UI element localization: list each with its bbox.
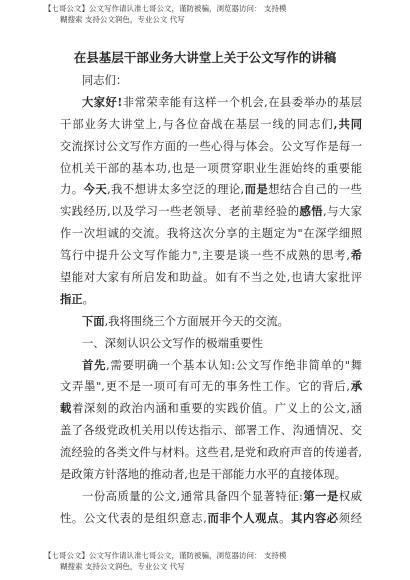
text: 权威 — [338, 489, 362, 503]
bold-text: 感悟 — [299, 204, 324, 219]
bold-text: 今天 — [83, 182, 108, 197]
header-line-1: 【七哥公文】公文写作请认准七哥公文，谨防被骗，浏览器访问： 支持模 — [44, 4, 287, 13]
footer-line-1: 【七哥公文】公文写作请认准七哥公文，谨防被骗，浏览器访问： 支持模 — [44, 551, 287, 560]
paragraph-1-line-7: 作一次坦诚的交流。我将这次分享的主题定为"在深学细照 — [60, 227, 362, 241]
bold-text: 首先 — [82, 357, 107, 372]
text: 一份高质量的公文,通常具备四个显著特征: — [82, 489, 303, 503]
text: 力。 — [60, 183, 84, 197]
text: ,我不想讲太多空泛的理论, — [107, 183, 245, 197]
paragraph-1-line-2 — [60, 114, 362, 136]
paragraph-1-line-8 — [60, 245, 362, 267]
section-heading-1: 一、深刻认识公文写作的极端重要性 — [82, 336, 263, 350]
paragraph-3-line-4: 盖了各级党政机关用以传达指示、部署工作、沟通情况、交 — [60, 424, 362, 438]
paragraph-3-line-6: 是政策方针落地的推动者,也是干部能力水平的直接体现。 — [60, 468, 347, 482]
footer-line-2: 糊搜索 支持公文润色，专业公文 代写 — [60, 562, 185, 571]
text: 须经 — [338, 511, 362, 525]
paragraph-2 — [60, 311, 362, 333]
text: ,我将围绕三个方面展开今天的交流。 — [104, 314, 289, 328]
paragraph-4-line-1 — [60, 486, 362, 508]
document-title: 在县基层干部业务大讲堂上关于公文写作的讲稿 — [73, 50, 337, 65]
paragraph-4-line-2 — [60, 508, 362, 530]
text: 笃行中提升公文写作能力",主要是谈一些不成熟的思考, — [60, 249, 350, 263]
paragraph-1-line-9: 望能对大家有所启发和助益。如有不当之处,也请大家批评 — [60, 271, 362, 285]
bold-text: 载 — [60, 401, 72, 416]
bold-text: 而非个人观点 — [206, 510, 280, 525]
bold-text: ,共同 — [333, 116, 362, 131]
text: ,与大家 — [323, 205, 362, 219]
text: 着深刻的政治内涵和重要的实践价值。广义上的公文,涵 — [71, 402, 362, 416]
bold-text: 其内容必 — [291, 510, 339, 525]
bold-text: 而是 — [244, 182, 269, 197]
bold-text: 承 — [349, 379, 362, 394]
text: 文弄墨",更不是一项可有可无的事务性工作。它的背后, — [60, 380, 350, 394]
bold-text: 希 — [349, 248, 362, 263]
bold-text: 大家好! — [82, 94, 123, 109]
bold-text: 下面 — [82, 313, 105, 328]
paragraph-1-line-6 — [60, 201, 362, 223]
text: 。 — [279, 511, 291, 525]
paragraph-1-line-10 — [60, 289, 362, 311]
text: 想结合自己的一些 — [268, 183, 362, 197]
text: 性。公文代表的是组织意志, — [60, 511, 207, 525]
paragraph-1-line-5 — [60, 179, 362, 201]
header-line-2: 糊搜索 支持公文润色，专业公文 代写 — [60, 15, 185, 24]
paragraph-3-line-5: 流经验的各类文件与材料。这些君,是党和政府声音的传递者, — [60, 446, 362, 460]
page-header — [44, 3, 374, 25]
text: ,需要明确一个基本认知:公文写作绝非简单的"舞 — [106, 358, 362, 372]
paragraph-3-line-2 — [60, 376, 362, 398]
paragraph-1-line-3: 交流探讨公文写作方面的一些心得与体会。公文写作是每一 — [60, 139, 362, 153]
paragraph-1-line-1 — [60, 92, 362, 114]
bold-text: 第一是 — [302, 488, 339, 503]
paragraph-1-line-4: 位机关干部的基本功,也是一项贯穿职业生涯始终的重要能 — [60, 161, 362, 175]
text: 。 — [82, 292, 94, 306]
greeting: 同志们： — [82, 74, 128, 87]
text: 非常荣幸能有这样一个机会,在县委举办的基层 — [122, 95, 362, 109]
text: 干部业务大讲堂上,与各位奋战在基层一线的同志们 — [60, 117, 334, 131]
paragraph-3-line-3 — [60, 398, 362, 420]
page-footer — [44, 550, 374, 572]
document-body — [60, 70, 362, 530]
text: 实践经历,以及学习一些老领导、老前辈经验的 — [60, 205, 300, 219]
paragraph-3-line-1 — [60, 355, 362, 377]
bold-text: 指正 — [60, 291, 83, 306]
